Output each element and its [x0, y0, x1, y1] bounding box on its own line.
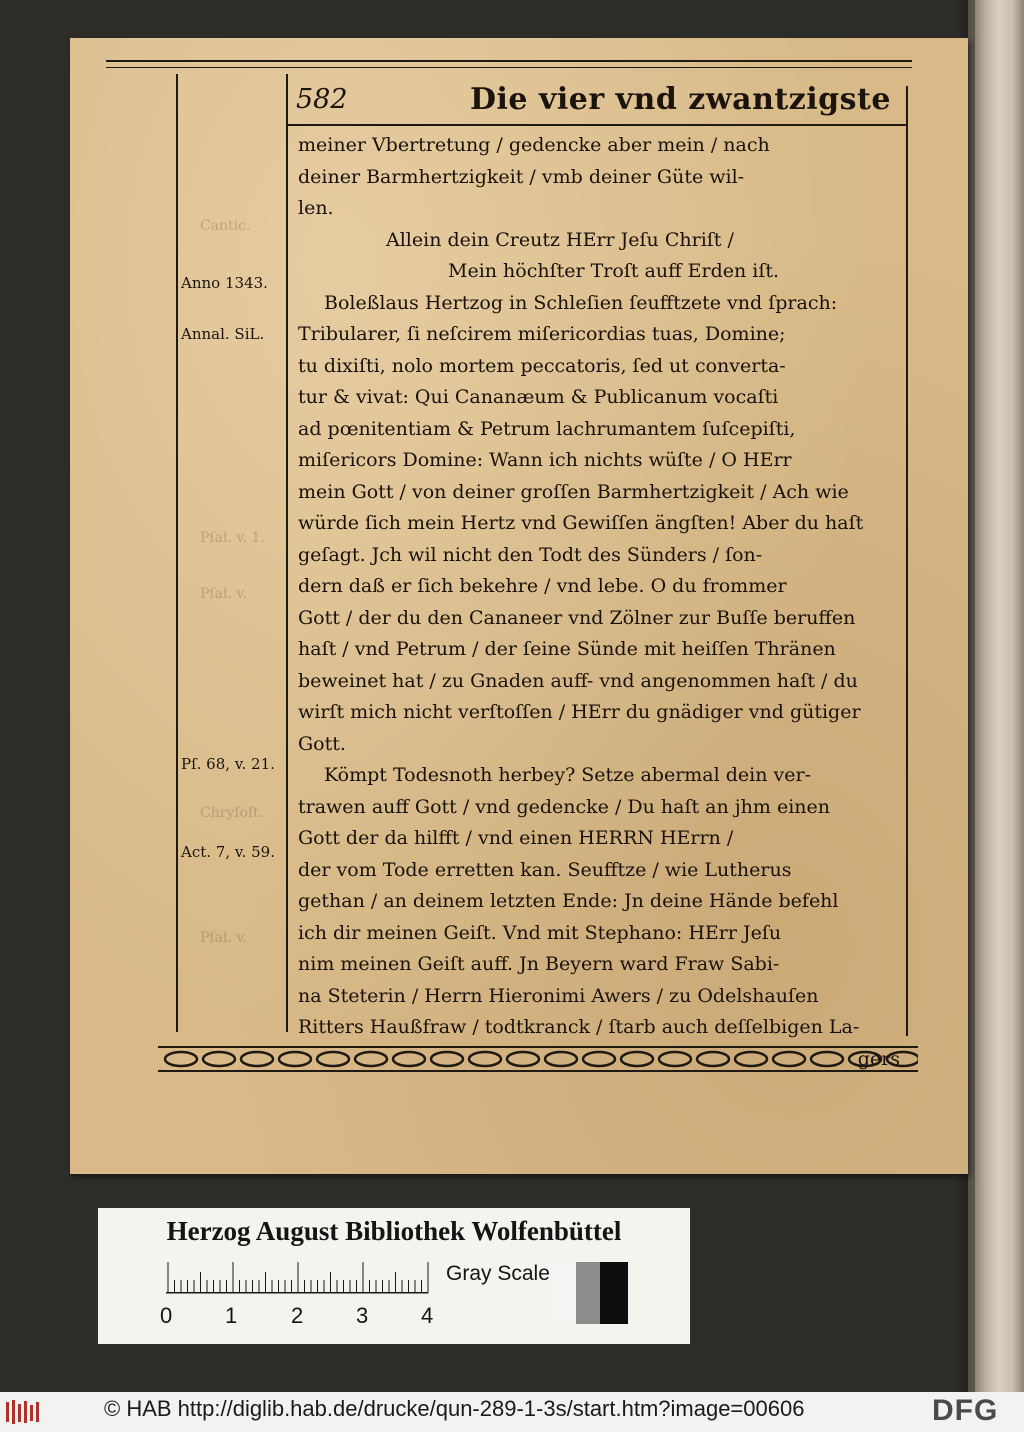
show-through-mark: Pſal. v. 1.: [200, 530, 265, 546]
card-title: Herzog August Bibliothek Wolfenbüttel: [166, 1216, 622, 1246]
margin-note: Pſ. 68, v. 21.: [181, 755, 275, 773]
ruler-label-1: 1: [225, 1303, 238, 1328]
ornament-link: [279, 1052, 311, 1066]
text-line: geſagt. Jch wil nicht den Todt des Sünders / ſon-: [298, 543, 763, 566]
margin-note: Anno 1343.: [181, 274, 268, 292]
footer-source-link[interactable]: © HAB http://diglib.hab.de/drucke/qun-289-1-3s/start.htm?image=00606: [104, 1396, 805, 1421]
running-head: Die vier vnd zwantzigste: [470, 82, 891, 117]
ornament-link: [773, 1052, 805, 1066]
frame-left-outer-rule: [176, 74, 178, 1032]
ornament-link: [849, 1052, 881, 1066]
ornament-link: [697, 1052, 729, 1066]
text-line: Tribularer, ſi neſcirem miſericordias tuas, Domine;: [298, 323, 786, 345]
text-line: Gott.: [298, 732, 346, 755]
ruler-label-3: 3: [356, 1303, 369, 1328]
frame-top-rule: [106, 60, 912, 68]
verse-line: Mein höchſter Troſt auff Erden iſt.: [448, 260, 780, 282]
text-line: len.: [298, 197, 334, 219]
margin-note: Annal. SiL.: [181, 325, 265, 343]
ornament-link: [811, 1052, 843, 1066]
text-line: nim meinen Geiſt auff. Jn Beyern ward Fraw Sabi-: [298, 953, 780, 975]
ornament-link: [393, 1052, 425, 1066]
ornament-link: [507, 1052, 539, 1066]
show-through-mark: Chryſoſt.: [200, 805, 264, 821]
ruler-label-2: 2: [291, 1303, 304, 1328]
swatch-white: [552, 1262, 576, 1324]
ornament-link: [355, 1052, 387, 1066]
show-through-mark: Cantic.: [200, 218, 251, 234]
ornament-link: [469, 1052, 501, 1066]
text-line: tu dixiſti, nolo mortem peccatoris, ſed ut converta-: [298, 354, 786, 377]
show-through-mark: Pſal. v.: [200, 930, 248, 946]
text-line: wirſt mich nicht verſtoſſen / HErr du gnädiger vnd gütiger: [298, 701, 861, 723]
barcode-logo-icon: [4, 1398, 44, 1426]
text-line: haſt / vnd Petrum / der ſeine Sünde mit heiſſen Thränen: [298, 638, 836, 660]
footer-bar: [0, 1392, 1024, 1432]
ornament-link: [583, 1052, 615, 1066]
ornament-link: [203, 1052, 235, 1066]
text-line: tur & vivat: Qui Cananæum & Publicanum vocaſti: [298, 386, 779, 408]
catchword: gers: [857, 1047, 900, 1070]
verse-line: Allein dein Creutz HErr Jeſu Chriſt /: [386, 228, 734, 251]
book-spine: [968, 0, 1024, 1392]
ornamental-border: [158, 1044, 918, 1074]
text-line: Boleßlaus Hertzog in Schleſien ſeufftzete vnd ſprach:: [324, 291, 838, 314]
grayscale-label: Gray Scale: [446, 1262, 550, 1285]
ornament-link: [241, 1052, 273, 1066]
text-line: beweinet hat / zu Gnaden auff- vnd angenommen haſt / du: [298, 669, 858, 692]
text-line: gethan / an deinem letzten Ende: Jn deine Hände befehl: [298, 890, 839, 912]
swatch-black: [600, 1262, 628, 1324]
ruler-scale: [166, 1260, 436, 1300]
text-line: meiner Vbertretung / gedencke aber mein / nach: [298, 134, 770, 156]
body-text: [298, 130, 904, 1075]
dfg-logo: DFG: [932, 1394, 999, 1427]
text-line: dern daß er ſich bekehre / vnd lebe. O du frommer: [298, 575, 787, 597]
text-line: deiner Barmhertzigkeit / vmb deiner Güte wil-: [298, 165, 745, 188]
ornament-link: [431, 1052, 463, 1066]
text-line: Ritters Haußfraw / todtkranck / ſtarb auch deſſelbigen La-: [298, 1016, 860, 1038]
ornament-link: [659, 1052, 691, 1066]
text-line: Kömpt Todesnoth herbey? Setze abermal dein ver-: [324, 764, 811, 786]
text-line: Gott der da hilfft / vnd einen HERRN HErrn /: [298, 827, 734, 849]
text-line: trawen auff Gott / vnd gedencke / Du haſt an jhm einen: [298, 795, 831, 818]
text-line: Gott / der du den Cananeer vnd Zölner zur Buſſe beruffen: [298, 606, 856, 629]
ornament-link: [545, 1052, 577, 1066]
text-line: na Steterin / Herrn Hieronimi Awers / zu Odelshauſen: [298, 984, 819, 1007]
text-line: ich dir meinen Geiſt. Vnd mit Stephano: HErr Jeſu: [298, 921, 782, 944]
frame-left-inner-rule: [286, 74, 288, 1032]
ornament-link: [621, 1052, 653, 1066]
margin-note: Act. 7, v. 59.: [181, 843, 275, 861]
ornament-link: [735, 1052, 767, 1066]
ruler-label-0: 0: [160, 1303, 173, 1328]
ornament-link: [317, 1052, 349, 1066]
grayscale-swatches: [552, 1262, 632, 1324]
frame-right-rule: [906, 86, 908, 1036]
show-through-mark: Pſal. v.: [200, 586, 248, 602]
text-line: würde ſich mein Hertz vnd Gewiſſen ängſten! Aber du haſt: [298, 512, 864, 534]
swatch-gray: [576, 1262, 600, 1324]
text-line: miſericors Domine: Wann ich nichts wüſte / O HErr: [298, 449, 792, 471]
text-line: mein Gott / von deiner groſſen Barmhertzigkeit / Ach wie: [298, 480, 849, 503]
page-number: 582: [296, 84, 348, 115]
ornament-link: [887, 1052, 918, 1066]
text-line: der vom Tode erretten kan. Seufftze / wie Lutherus: [298, 858, 792, 881]
ornament-link: [165, 1052, 197, 1066]
text-line: ad pœnitentiam & Petrum lachrumantem ſuſcepiſti,: [298, 417, 796, 440]
header-rule: [288, 124, 906, 126]
ruler-label-4: 4: [421, 1303, 434, 1328]
